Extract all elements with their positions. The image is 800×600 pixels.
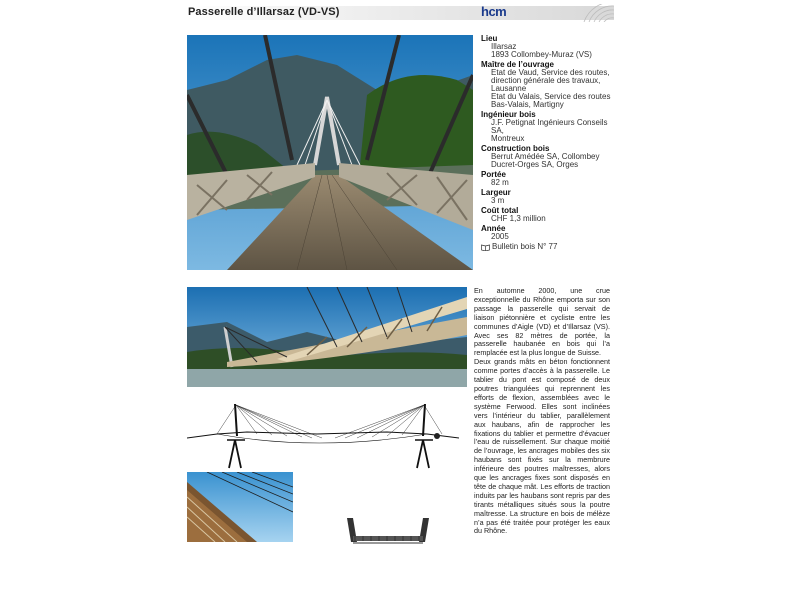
cross-section-drawing [343,516,433,546]
paragraph-structure: Deux grands mâts en béton fonctionnent comme portes d’accès à la passerelle. Le tablier du pont est composé de deux poutres triangulées qui reprennent les efforts de flexion, assemblées avec le système Ferwood. Elles sont inclinées vers l’intérieur du tablier, parallèlement aux haubans, afin de rapprocher les fixations du tablier et permettre d’évacuer l’eau de ruissellement. Sur chaque moitié de l’ouvrage, les ancrages mobiles des six haubans sont fixés sur la membrure inférieure des poutres maîtresses, alors que les ancrages fixes sont disposés en tête de chaque mât. Les efforts de traction induits par les haubans sont repris par des tirants métalliques situés sous la poutre maîtresse. La structure en bois de mélèze n’a pas été traitée pour protéger les eaux du Rhône. [474,357,610,536]
project-info [481,35,621,251]
info-span: Portée 82 m [481,170,509,187]
paragraph-intro: En automne 2000, une crue exceptionnelle du Rhône emporta sur son passage la passerelle qui servait de liaison piétonnière et cycliste entre les communes d’Aigle (VD) et d’Illarsaz (VS). Avec ses 82 mètres de portée, la passerelle haubanée en bois qui l’a remplacée est la plus longue de Suisse. [474,286,610,358]
underside-bridge-photo [187,472,293,542]
info-location: Lieu Illarsaz 1893 Collombey-Muraz (VS) [481,34,592,59]
description-text [474,287,610,536]
info-wood-engineer: Ingénieur bois J.F. Petignat Ingénieurs Conseils SA, Montreux [481,110,608,143]
elevation-drawing [187,400,459,472]
bulletin-reference[interactable] [481,243,621,251]
info-year: Année 2005 [481,224,509,241]
side-bridge-photo [187,287,467,387]
logo-text: hcm [481,4,507,19]
info-total-cost: Coût total CHF 1,3 million [481,206,546,223]
book-icon [481,244,490,251]
decorative-swirl-icon [540,4,614,22]
main-bridge-photo [187,35,473,270]
page-title: Passerelle d’Illarsaz (VD-VS) [188,6,340,18]
hcm-logo [478,4,514,19]
bulletin-label: Bulletin bois N° 77 [492,242,558,251]
info-wood-construction: Construction bois Berrut Amédée SA, Collombey Ducret-Orges SA, Orges [481,144,600,169]
info-width: Largeur 3 m [481,188,511,205]
info-owner: Maître de l’ouvrage Etat de Vaud, Service des routes, direction générale des travaux, Lausanne Etat du Valais, Service des routes Bas-Valais, Martigny [481,60,611,109]
